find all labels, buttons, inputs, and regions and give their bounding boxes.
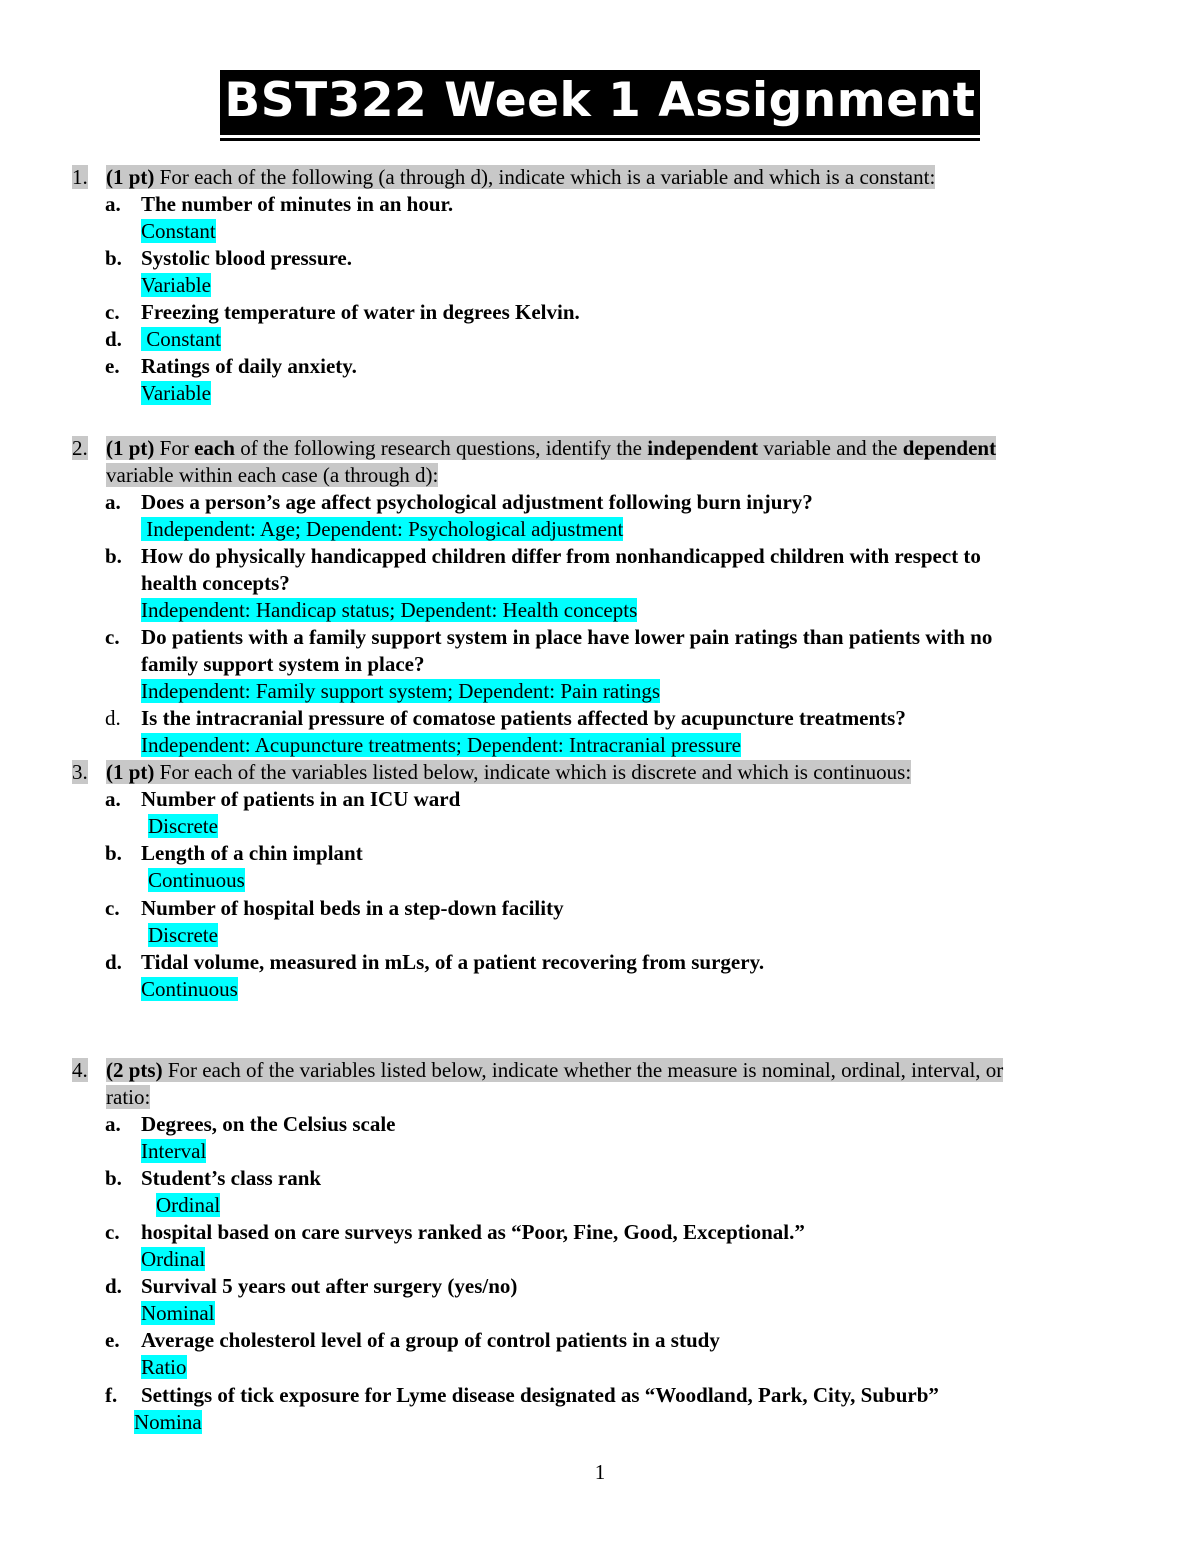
q1-a-text: The number of minutes in an hour. — [141, 192, 454, 216]
title-block — [0, 70, 1200, 135]
q4-prompt: (2 pts) For each of the variables listed below, indicate whether the measure is nominal, ordinal, interval, or — [106, 1058, 1004, 1082]
q4-d-text: Survival 5 years out after surgery (yes/no) — [141, 1274, 518, 1298]
q3-c-answer: Discrete — [148, 923, 218, 947]
q1-d-letter: d. — [105, 327, 122, 351]
q2-d-answer: Independent: Acupuncture treatments; Dependent: Intracranial pressure — [141, 733, 742, 757]
q2-c-answer: Independent: Family support system; Dependent: Pain ratings — [141, 679, 661, 703]
q2-a-letter: a. — [105, 490, 121, 514]
q4-a-letter: a. — [105, 1112, 121, 1136]
q4-a-answer: Interval — [141, 1139, 207, 1163]
q1-d-answer: Constant — [141, 327, 221, 351]
q2-prompt: (1 pt) For each of the following research questions, identify the independent variable and the dependent — [106, 436, 997, 460]
q3-prompt: (1 pt) For each of the variables listed below, indicate which is discrete and which is continuous: — [106, 760, 912, 784]
q3-a-answer: Discrete — [148, 814, 218, 838]
q2-number: 2. — [72, 436, 88, 460]
q1-c-letter: c. — [105, 300, 120, 324]
q2-prompt-cont: variable within each case (a through d): — [106, 463, 439, 487]
q2-c-letter: c. — [105, 625, 120, 649]
q2-d-letter: d. — [105, 706, 121, 730]
q1-e-answer: Variable — [141, 381, 211, 405]
q2-a-answer: Independent: Age; Dependent: Psychological adjustment — [141, 517, 624, 541]
q3-c-letter: c. — [105, 896, 120, 920]
page-number: 1 — [594, 1460, 606, 1484]
q3-b-text: Length of a chin implant — [141, 841, 363, 865]
q3-number: 3. — [72, 760, 88, 784]
q3-d-letter: d. — [105, 950, 122, 974]
q1-b-text: Systolic blood pressure. — [141, 246, 353, 270]
q1-prompt: (1 pt) For each of the following (a through d), indicate which is a variable and which is a constant: — [106, 165, 936, 189]
q4-b-answer: Ordinal — [156, 1193, 221, 1217]
q4-b-text: Student’s class rank — [141, 1166, 322, 1190]
q4-e-answer: Ratio — [141, 1355, 187, 1379]
q4-e-text: Average cholesterol level of a group of control patients in a study — [141, 1328, 720, 1352]
q1-a-letter: a. — [105, 192, 121, 216]
q2-b-text: How do physically handicapped children differ from nonhandicapped children with respect to — [141, 544, 981, 568]
q4-a-text: Degrees, on the Celsius scale — [141, 1112, 396, 1136]
q2-c-text-cont: family support system in place? — [141, 652, 425, 676]
q3-b-letter: b. — [105, 841, 122, 865]
page-title: BST322 Week 1 Assignment — [220, 70, 979, 135]
q3-a-text: Number of patients in an ICU ward — [141, 787, 461, 811]
q1-b-answer: Variable — [141, 273, 211, 297]
q2-a-text: Does a person’s age affect psychological adjustment following burn injury? — [141, 490, 813, 514]
q1-c-text: Freezing temperature of water in degrees Kelvin. — [141, 300, 580, 324]
q2-c-text: Do patients with a family support system in place have lower pain ratings than patients with no — [141, 625, 993, 649]
q4-c-letter: c. — [105, 1220, 120, 1244]
q1-e-letter: e. — [105, 354, 120, 378]
q2-b-answer: Independent: Handicap status; Dependent: Health concepts — [141, 598, 638, 622]
q4-prompt-cont: ratio: — [106, 1085, 151, 1109]
q4-number: 4. — [72, 1058, 88, 1082]
q4-c-answer: Ordinal — [141, 1247, 206, 1271]
q3-d-answer: Continuous — [141, 977, 238, 1001]
q4-f-answer: Nomina — [134, 1410, 202, 1434]
q4-d-answer: Nominal — [141, 1301, 215, 1325]
q1-e-text: Ratings of daily anxiety. — [141, 354, 357, 378]
q3-b-answer: Continuous — [148, 868, 245, 892]
q1-a-answer: Constant — [141, 219, 216, 243]
q3-c-text: Number of hospital beds in a step-down facility — [141, 896, 564, 920]
q3-a-letter: a. — [105, 787, 121, 811]
q1-b-letter: b. — [105, 246, 122, 270]
q2-d-text: Is the intracranial pressure of comatose patients affected by acupuncture treatments? — [141, 706, 906, 730]
q3-d-text: Tidal volume, measured in mLs, of a patient recovering from surgery. — [141, 950, 765, 974]
q4-f-text: Settings of tick exposure for Lyme disease designated as “Woodland, Park, City, Suburb” — [141, 1383, 939, 1407]
q4-c-text: hospital based on care surveys ranked as “Poor, Fine, Good, Exceptional.” — [141, 1220, 805, 1244]
q4-f-letter: f. — [105, 1383, 118, 1407]
q2-b-letter: b. — [105, 544, 122, 568]
q1-number: 1. — [72, 165, 88, 189]
q4-b-letter: b. — [105, 1166, 122, 1190]
q4-d-letter: d. — [105, 1274, 122, 1298]
q2-b-text-cont: health concepts? — [141, 571, 290, 595]
q4-e-letter: e. — [105, 1328, 120, 1352]
